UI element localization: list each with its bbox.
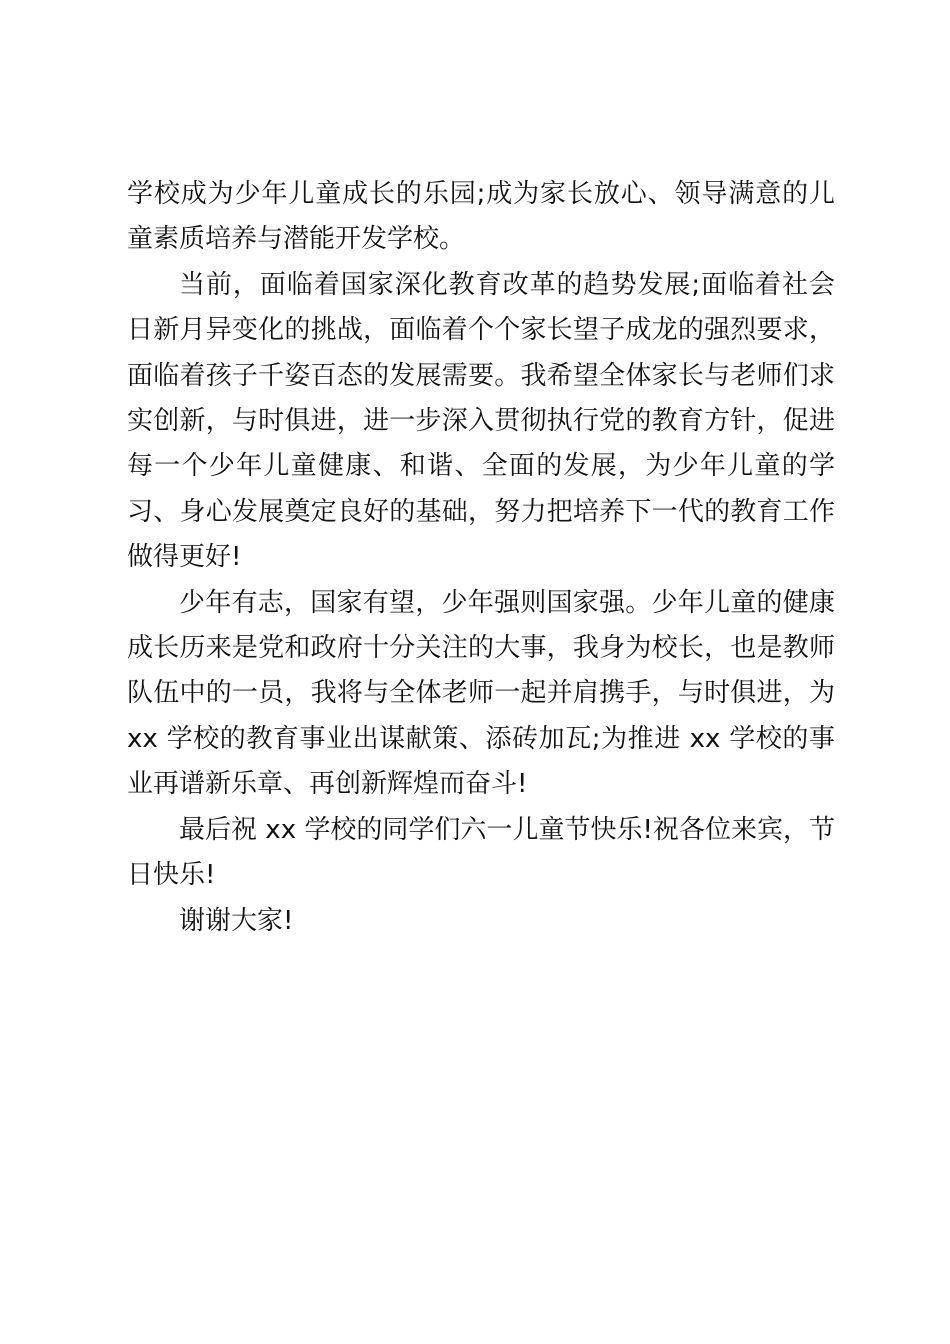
paragraph-continuation: 学校成为少年儿童成长的乐园;成为家长放心、领导满意的儿童素质培养与潜能开发学校。 (127, 179, 835, 255)
paragraph-current-situation: 当前，面临着国家深化教育改革的趋势发展;面临着社会日新月异变化的挑战，面临着个个家长望子成龙的强烈要求，面临着孩子千姿百态的发展需要。我希望全体家长与老师们求实创新，与时俱进，进一步深入贯彻执行党的教育方针，促进每一个少年儿童健康、和谐、全面的发展，为少年儿童的学习、身心发展奠定良好的基础，努力把培养下一代的教育工作做得更好! (127, 269, 835, 573)
paragraph-youth-aspiration: 少年有志，国家有望，少年强则国家强。少年儿童的健康成长历来是党和政府十分关注的大事，我身为校长，也是教师队伍中的一员，我将与全体老师一起并肩携手，与时俱进，为 xx 学校的教育事业出谋献策、添砖加瓦;为推进 xx 学校的事业再谱新乐章、再创新辉煌而奋斗! (127, 587, 835, 800)
paragraph-thanks: 谢谢大家! (179, 905, 294, 936)
speech-body (127, 172, 835, 944)
paragraph-closing-wishes: 最后祝 xx 学校的同学们六一儿童节快乐!祝各位来宾，节日快乐! (127, 814, 835, 891)
